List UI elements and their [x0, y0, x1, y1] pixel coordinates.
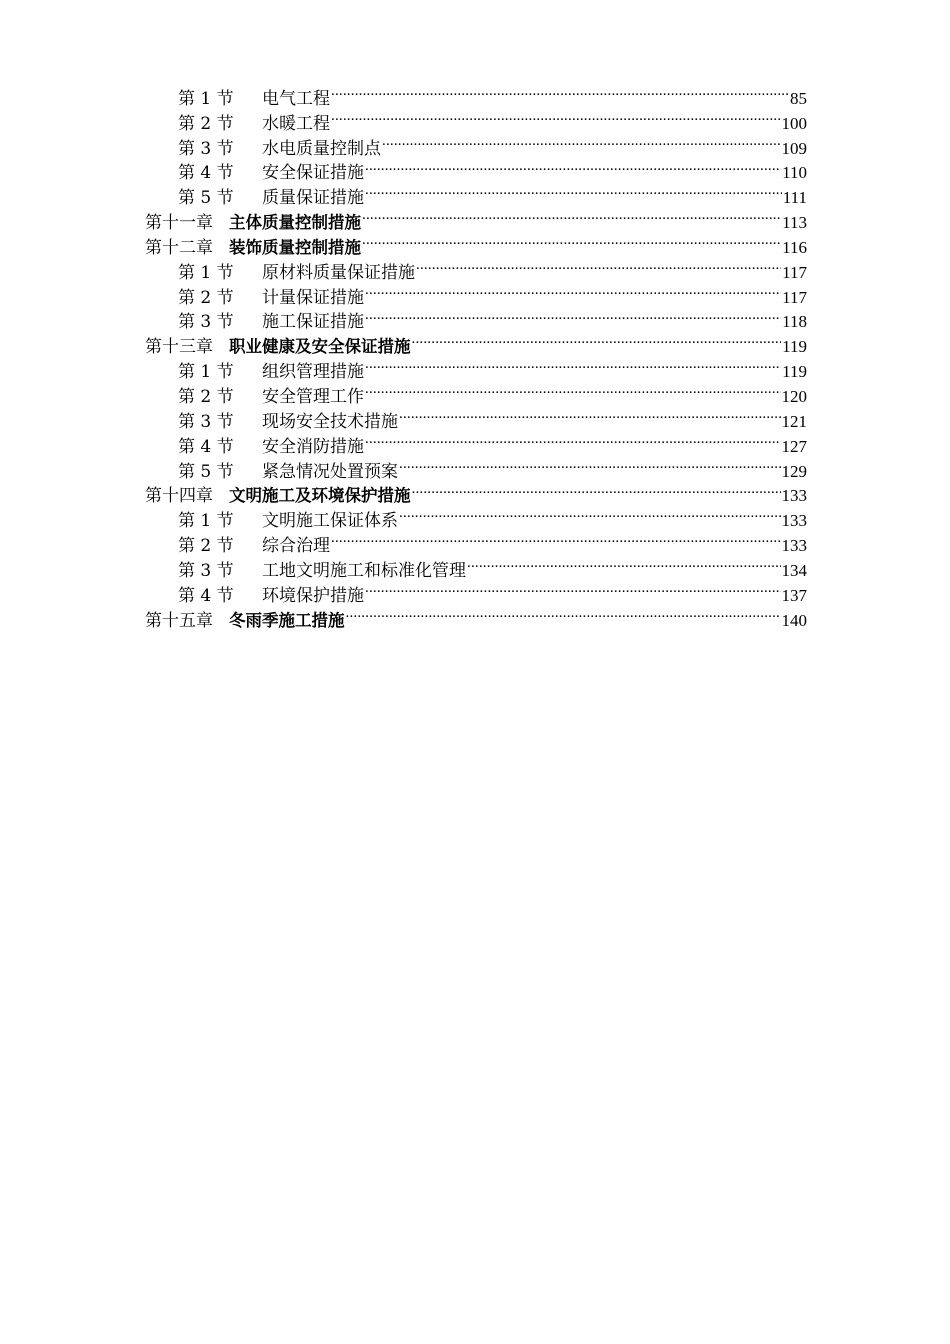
toc-entry-page: 134 — [781, 560, 807, 580]
toc-chapter-label: 第十五章 — [145, 610, 213, 631]
toc-entry-page: 110 — [782, 163, 807, 183]
toc-entry[interactable] — [0, 104, 950, 134]
toc-entry-label: 第 2 节 — [178, 113, 234, 134]
toc-entry-label: 第 3 节 — [178, 312, 234, 333]
toc-entry-label: 第 1 节 — [178, 362, 234, 383]
toc-chapter-label: 第十二章 — [145, 237, 213, 258]
toc-entry-title: 环境保护措施 — [262, 585, 364, 606]
dot-leader — [346, 601, 781, 626]
toc-chapter-title: 职业健康及安全保证措施 — [229, 337, 411, 357]
dot-leader — [365, 377, 781, 402]
dot-leader — [382, 129, 781, 154]
toc-entry-label: 第 3 节 — [178, 411, 234, 432]
toc-entry[interactable] — [0, 501, 950, 532]
toc-entry-page: 120 — [781, 386, 807, 406]
dot-leader — [365, 178, 782, 203]
toc-entry-label: 第 2 节 — [178, 536, 234, 557]
dot-leader — [412, 477, 781, 502]
toc-entry-page: 133 — [781, 486, 807, 506]
dot-leader — [365, 352, 781, 377]
toc-entry-title: 水电质量控制点 — [262, 138, 381, 159]
toc-chapter-title: 文明施工及环境保护措施 — [229, 486, 411, 506]
dot-leader — [467, 551, 781, 576]
toc-entry-label: 第 2 节 — [178, 287, 234, 308]
toc-entry-page: 113 — [782, 213, 807, 233]
toc-entry-title: 安全消防措施 — [262, 436, 364, 457]
toc-entry[interactable] — [0, 427, 950, 457]
toc-entry-page: 117 — [782, 262, 807, 282]
toc-chapter-entry[interactable] — [0, 228, 950, 258]
dot-leader — [399, 501, 781, 526]
dot-leader — [365, 278, 781, 303]
toc-entry-label: 第 5 节 — [178, 188, 234, 209]
dot-leader — [365, 576, 781, 601]
toc-entry[interactable] — [0, 178, 950, 209]
toc-chapter-label: 第十一章 — [145, 213, 213, 234]
toc-entry-title: 紧急情况处置预案 — [262, 461, 398, 482]
toc-entry[interactable] — [0, 576, 950, 606]
toc-entry[interactable] — [0, 79, 950, 109]
toc-entry-page: 137 — [781, 585, 807, 605]
toc-entry[interactable] — [0, 526, 950, 557]
toc-entry-title: 水暖工程 — [262, 113, 330, 134]
toc-entry-title: 施工保证措施 — [262, 312, 364, 333]
toc-entry[interactable] — [0, 154, 950, 184]
toc-entry-page: 133 — [781, 536, 807, 556]
toc-entry-page: 127 — [781, 436, 807, 456]
toc-entry-page: 119 — [782, 362, 807, 382]
toc-entry[interactable] — [0, 551, 950, 581]
toc-entry-label: 第 4 节 — [178, 585, 234, 606]
toc-chapter-entry[interactable] — [0, 477, 950, 507]
dot-leader — [331, 526, 781, 551]
dot-leader — [362, 203, 781, 228]
toc-entry[interactable] — [0, 402, 950, 432]
toc-entry-title: 综合治理 — [262, 536, 330, 557]
dot-leader — [331, 79, 789, 104]
toc-entry-label: 第 1 节 — [178, 511, 234, 532]
toc-entry-label: 第 3 节 — [178, 138, 234, 159]
dot-leader — [331, 104, 781, 129]
toc-chapter-title: 主体质量控制措施 — [229, 213, 361, 233]
toc-entry-title: 安全保证措施 — [262, 163, 364, 184]
toc-entry-title: 安全管理工作 — [262, 386, 364, 407]
toc-entry-title: 计量保证措施 — [262, 287, 364, 308]
toc-entry[interactable] — [0, 278, 950, 308]
toc-chapter-entry[interactable] — [0, 327, 950, 358]
toc-entry-label: 第 4 节 — [178, 436, 234, 457]
dot-leader — [365, 303, 781, 328]
toc-entry-page: 117 — [782, 287, 807, 307]
toc-chapter-label: 第十三章 — [145, 337, 213, 358]
dot-leader — [412, 327, 782, 352]
toc-entry-label: 第 3 节 — [178, 560, 234, 581]
dot-leader — [399, 402, 781, 427]
toc-entry-label: 第 2 节 — [178, 386, 234, 407]
toc-entry[interactable] — [0, 253, 950, 283]
toc-entry-title: 原材料质量保证措施 — [262, 262, 415, 283]
dot-leader — [365, 154, 781, 179]
toc-chapter-title: 装饰质量控制措施 — [229, 237, 361, 257]
toc-entry-page: 118 — [782, 312, 807, 332]
toc-entry[interactable] — [0, 377, 950, 407]
toc-entry-label: 第 1 节 — [178, 262, 234, 283]
dot-leader — [365, 427, 781, 452]
toc-entry-title: 文明施工保证体系 — [262, 511, 398, 532]
toc-entry[interactable] — [0, 452, 950, 482]
toc-chapter-title: 冬雨季施工措施 — [229, 610, 345, 630]
toc-entry-page: 116 — [782, 237, 807, 257]
dot-leader — [362, 228, 781, 253]
toc-entry-page: 100 — [781, 113, 807, 133]
toc-entry-page: 129 — [781, 461, 807, 481]
toc-entry[interactable] — [0, 352, 950, 383]
toc-entry-label: 第 5 节 — [178, 461, 234, 482]
toc-entry-page: 119 — [782, 337, 807, 357]
toc-entry-page: 109 — [781, 138, 807, 158]
toc-entry-page: 111 — [782, 188, 807, 208]
toc-entry-title: 电气工程 — [262, 88, 330, 109]
toc-entry-page: 133 — [781, 511, 807, 531]
toc-entry-label: 第 4 节 — [178, 163, 234, 184]
toc-chapter-entry[interactable] — [0, 601, 950, 631]
table-of-contents — [0, 79, 950, 631]
toc-entry[interactable] — [0, 129, 950, 159]
toc-entry-title: 质量保证措施 — [262, 188, 364, 209]
toc-entry-page: 140 — [781, 610, 807, 630]
dot-leader — [416, 253, 781, 278]
toc-entry-title: 工地文明施工和标准化管理 — [262, 560, 466, 581]
toc-entry-page: 85 — [790, 88, 807, 108]
toc-entry-title: 现场安全技术措施 — [262, 411, 398, 432]
dot-leader — [399, 452, 781, 477]
toc-entry[interactable] — [0, 303, 950, 333]
toc-chapter-label: 第十四章 — [145, 486, 213, 507]
toc-entry-title: 组织管理措施 — [262, 362, 364, 383]
toc-entry-label: 第 1 节 — [178, 88, 234, 109]
toc-chapter-entry[interactable] — [0, 203, 950, 234]
toc-entry-page: 121 — [781, 411, 807, 431]
